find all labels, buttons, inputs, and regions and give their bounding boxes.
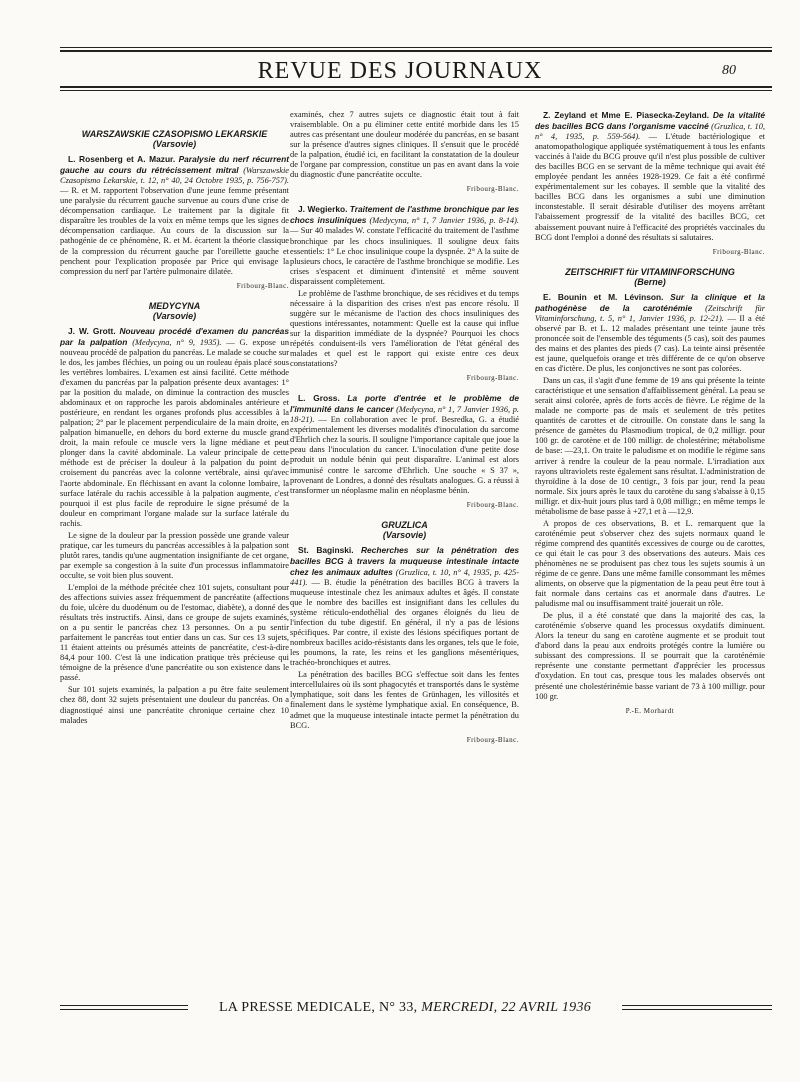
article-title: Traitement de l'asthme bronchique par les chocs insuliniques — [290, 204, 519, 226]
article-paragraph: examinés, chez 7 autres sujets ce diagnostic était tout à fait vraisemblable. On a pu éliminer cette entité morbide dans les 15 autres cas présentant une douleur modérée du pancréas, en se basant sur la présence d'autres signes cliniques. Il s'ensuit que le procédé de la palpation, étudié ici, en facilitant la constatation de la douleur de l'organe par compression, constitue un pas en avant dans la voie du diagnostic d'une pancréatite occulte. — [290, 110, 519, 180]
article-body: — G. expose un nouveau procédé de palpation du pancréas. Le malade se couche sur le dos, les jambes fléchies, un poing ou un rouleau épais placé sous les vertèbres lombaires. L'examen est ainsi facilité. Cette méthode d'examen du pancréas par la palpation présente deux avantages: 1° par la position du malade, on diminue la contraction des muscles abdominaux et on rapproche les parois abdominales antérieure et postérieure, en rendant les organes profonds plus accessibles à la palpation; 2° par le placement perpendiculaire de la main droite, en palpation bimanuelle, en dehors du bord externe du muscle grand droit, la main refoule ce muscle vers la ligne médiane et peut plonger dans la cavité abdominale. La valeur principale de cette méthode est de préciser la douleur à la palpation du point de croisement du pancréas avec la colonne vertébrale, ainsi qu'avec l'aorte abdominale. En fléchissant en avant la colonne lombaire, la surface latérale du rachis accessible à la palpation augmente, c'est pourquoi il est plus facile de reproduire le signe présumé de la douleur en comprimant l'organe malade sur la surface latérale du rachis. — [60, 337, 290, 528]
journal-title: WARSZAWSKIE CZASOPISMO LEKARSKIE — [81, 129, 268, 139]
signature: Fribourg-Blanc. — [236, 281, 289, 290]
article-paragraph: Dans un cas, il s'agit d'une femme de 19 ans qui présente la teinte caractéristique et une sensation d'affaiblissement général. La peau se serait ainsi colorée, après de forts accès de fièvre. Le régime de la malade ne comporte pas de maïs et seulement de très petites quantités de carottes et de citrouille. On constate dans le sang la présence de gamètes du Plasmodium tropical, de 0,2 milligr. pour 100 gr. de carotène et de 100 milligr. de cholestérine; métabolisme de base: —23,1. On traite le paludisme et on modifie le régime sans arriver à rendre la couleur de la peau normale. L'irradiation aux rayons ultraviolets reste également sans résultat. L'administration de thyroïdine à la dose de 10 centigr., 3 fois par jour, rend la peau normale. Six jours après le taux du carotène du sang s'abaisse à 0,15 milligr. et dix-huit jours plus tard à 0,08 milligr.; en même temps le métabolisme de base passe à +27,1 et à —12,9. — [535, 376, 765, 516]
article-paragraph: Le problème de l'asthme bronchique, de ses récidives et du temps nécessaire à la disparition des crises n'est pas encore résolu. Il suggère sur le mécanisme de l'action des chocs insuliniques des questions intéressantes, notamment: Quelle est la cause qui influe sur la disparition immédiate de la dyspnée? Pourquoi les chocs répétés conduisent-ils vers l'amélioration de l'état général des malades et quel est le rapport qui existe entre ces deux constatations? — [290, 288, 519, 369]
article-paragraph: De plus, il a été constaté que dans la majorité des cas, la caroténémie s'observe quand les processus oxydatifs diminuent. Alors la teneur du sang en carotène augmente et se produit tout d'abord dans la peau aux endroits protégés contre la lumière ou subissant des compressions. Il se pourrait que la caroténémie représente une constante permettant d'apprécier les processus d'oxydation. En tout cas, presque tous les malades observés ont présenté une cholestérinémie basse variant de 73 à 100 milligr. pour 100 gr. — [535, 611, 765, 701]
abstract-gross — [290, 393, 519, 495]
footer-line — [190, 1000, 620, 1016]
footer-rule-right-2 — [622, 1009, 772, 1010]
article-paragraph: La pénétration des bacilles BCG s'effectue soit dans les fentes intercellulaires où ils sont phagocytés et transportés dans le système lymphatique, soit dans les fentes de Grünhagen, les villosités et finalement dans le système lymphatique axial. En conséquence, B. admet que la muqueuse intestinale intacte permet la pénétration du BCG. — [290, 670, 519, 730]
article-title: De la vitalité des bacilles BCG dans l'organisme vacciné — [535, 110, 765, 132]
article-authors: St. Baginski. — [298, 544, 354, 555]
article-source: (Warszawskie Czasopismo Lekarskie, t. 12, n° 40, 24 Octobre 1935, p. 756-757). — [60, 166, 289, 186]
journal-city: (Varsovie) — [152, 310, 197, 321]
abstract-bounin — [535, 292, 765, 374]
article-body: — En collaboration avec le prof. Besredka, G. a étudié expérimentalement les diverses modalités d'inoculation du sarcome d'Ehrlich chez la souris. Il souligne l'importance capitale que joue la peau dans l'inoculation du cancer. L'inoculation d'une petite dose produit un nodule bénin qui peut disparaître. L'animal est alors immunisé contre le sarcome d'Ehrlich. Une souche « S 37 », provenant de Londres, a donné des résultats analogues. G. a réussi à transformer un néoplasme malin en néoplasme bénin. — [290, 415, 520, 495]
signature: P.-E. Morhardt — [625, 706, 675, 715]
footer-rule-right — [622, 1005, 772, 1006]
article-authors: J. W. Grott. — [68, 325, 116, 336]
article-authors: L. Gross. — [298, 393, 340, 404]
signature: Fribourg-Blanc. — [466, 185, 519, 194]
page-number: 80 — [722, 63, 736, 78]
journal-title: MEDYCYNA — [148, 300, 201, 311]
article-source: (Gruzlica, t. 10, n° 4, 1935, p. 559-564). — [535, 122, 766, 142]
article-authors: J. Wegierko. — [298, 204, 348, 215]
article-authors: Z. Zeyland et Mme E. Piasecka-Zeyland. — [543, 110, 710, 120]
abstract-zeyland — [535, 110, 765, 243]
column-2 — [290, 110, 519, 755]
header-rule-top-2 — [60, 50, 772, 52]
abstract-grott — [60, 326, 289, 529]
article-source: (Gruzlica, t. 10, n° 4, 1935, p. 425-441). — [290, 567, 519, 587]
article-source: (Medycyna, n° 9, 1935). — [132, 337, 222, 347]
header-rule-top — [60, 47, 772, 48]
journal-title: ZEITSCHRIFT für VITAMINFORSCHUNG — [565, 266, 735, 277]
signature: Fribourg-Blanc. — [466, 735, 519, 744]
article-title: Sur la clinique et la pathogénèse de la caroténémie — [535, 291, 766, 313]
article-title: Nouveau procédé d'examen du pancréas par la palpation — [60, 325, 289, 347]
header-rule-bottom-2 — [60, 90, 772, 91]
page-title: REVUE DES JOURNAUX — [257, 58, 543, 84]
footer-rule-left-2 — [60, 1009, 188, 1010]
article-body: — L'étude bactériologique et anatomopathologique appliquée systématiquement à tous les enfants vaccinés à l'aide du BCG prouve qu'il n'est plus possible de cultiver des bacilles BCG en se servant de la même technique qui avait été employée pendant les années 1928-1929. Ce fait a été confirmé expérimentalement sur les cobayes. Il semble que la vitalité des bacilles BCG dans les organismes a subi une diminution inconstestable. Il serait désirable d'utiliser des moyens arrêtant l'abaissement progressif de la vitalité des bacilles BCG, cet abaissement pouvant nuire à l'efficacité des propriétés vaccinales du BCG dont l'emploi a donné des résultats si salutaires. — [535, 132, 765, 242]
footer-date: MERCREDI, 22 AVRIL 1936 — [421, 1000, 592, 1015]
signature: Fribourg-Blanc. — [466, 500, 519, 509]
journal-city: (Varsovie) — [382, 529, 427, 540]
article-source: (Zeitschrift für Vitaminforschung, t. 5, n° 1, Janvier 1936, p. 12-21). — [535, 303, 765, 323]
journal-city: (Varsovie) — [152, 139, 197, 150]
footer-rule-left — [60, 1005, 188, 1006]
article-body: — Il a été observé par B. et L. 12 malades présentant une teinte jaune très prononcée soit de l'ensemble des téguments (5 cas), soit des paumes des mains et des plantes des pieds (7 cas). La teinte ainsi présentée est jaune, quelquefois orange et très différente de ce qu'on observe en cas d'ictère. De plus, les conjonctives ne sont pas colorées. — [535, 313, 765, 374]
abstract-rosenberg — [60, 154, 289, 277]
article-paragraph: A propos de ces observations, B. et L. remarquent que la caroténémie peut s'observer chez des sujets normaux quand le régime comprend des quantités excessives de courge ou de carottes, ce qui était le cas pour 3 des observations des auteurs. Mais ces phénomènes ne se produisent pas chez tous les sujets soumis à un régime de ce genre. Dans une même famille consommant les mêmes aliments, on observe que la pigmentation de la peau peut être tout à fait normale dans certains cas et anormale dans d'autres. Le paludisme mal ou insuffisamment traité jouerait un rôle. — [535, 518, 765, 609]
journal-city: (Berne) — [634, 276, 666, 287]
column-3 — [535, 110, 765, 726]
article-authors: E. Bounin et M. Lévinson. — [543, 291, 664, 302]
article-body: — Sur 40 malades W. constate l'efficacité du traitement de l'asthme bronchique par les chocs insuliniques. Il souligne deux faits essentiels: 1° Le choc insulinique coupe la dyspnée. 2° A la suite de plusieurs chocs, le caractère de l'asthme bronchique se modifie. Les crises s'espacent et diminuent d'intensité et même souvent disparaissent complètement. — [290, 226, 519, 286]
signature: Fribourg-Blanc. — [466, 374, 519, 383]
article-paragraph: L'emploi de la méthode précitée chez 101 sujets, consultant pour des affections suivies assez fréquemment de pancréatite (affections du foie, ulcère du duodénum ou de l'estomac, diabète), a donné des résultats très instructifs. Ainsi, dans ce groupe de sujets examinés, on a pu sentir le pancréas chez 13 personnes. On a pu sentir parfaitement le pancréas tout entier dans un cas. Sur ces 13 sujets, 11 étaient atteints ou présumés atteints de pancréatite, c'est-à-dire 84,4 pour 100. C'est là une indication pratique très précieuse qui témoigne de la présence d'une pancréatite ou son existence dans le passé. — [60, 582, 289, 683]
abstract-baginski — [290, 545, 519, 669]
signature: Fribourg-Blanc. — [712, 247, 765, 256]
article-title: Recherches sur la pénétration des bacilles BCG à travers la muqueuse intestinale intacte chez les animaux adultes — [290, 544, 520, 577]
article-title: Paralysie du nerf récurrent gauche au cours du rétrécissement mitral — [60, 154, 289, 176]
journal-title: GRUZLICA — [381, 519, 428, 530]
footer-publication: LA PRESSE MEDICALE, N° 33, — [218, 1000, 422, 1015]
article-body: — R. et M. rapportent l'observation d'une jeune femme présentant une paralysie du récurrent gauche survenue au cours d'une crise de décompensation cardiaque. Le traitement par la digitale fit disparaître les troubles de la voix en même temps que les signes de décompensation cardiaque. Au cours de la discussion sur la pathogénie de ce phénomène, R. et M. écartent la théorie classique de la compression du récurrent gauche par l'oreillette gauche et penchent pour l'explication proposée par Price qui envisage la compression du nerf par l'artère pulmonaire dilatée. — [60, 186, 289, 276]
article-body: — B. étudie la pénétration des bacilles BCG à travers la muqueuse intestinale chez les animaux adultes et âgés. Il constate que le nombre des bacilles est insignifiant dans les cellules du système réticulo-endothélial des organes éloignés du lieu de l'infection du tube digestif. En général, il n'y a pas de lésions spécifiques. Par contre, il existe des lésions spécifiques portant de nombreux bacilles acido-résistants dans les organes, tels que le foie, les poumons, la rate, les reins et les ganglions mésentériques, trachéo-bronchiques et autres. — [290, 577, 519, 668]
article-authors: L. Rosenberg et A. Mazur. — [68, 154, 176, 165]
article-paragraph: Le signe de la douleur par la pression possède une grande valeur pratique, car les tumeurs du pancréas accessibles à la palpation sont plutôt rares, tandis qu'une augmentation insignifiante de cet organe, par exemple sa congestion à la suite d'un processus inflammatoire occulte, se voit bien plus souvent. — [60, 530, 289, 580]
article-source: (Medycyna, n° 1, 7 Janvier 1936, p. 8-14). — [369, 216, 519, 226]
header-rule-bottom — [60, 86, 772, 88]
article-paragraph: Sur 101 sujets examinés, la palpation a pu être faite seulement chez 88, dont 32 sujets présentaient une douleur du pancréas. On a diagnostiqué ainsi une pancréatite chronique certaine chez 10 malades — [60, 685, 289, 725]
abstract-wegierko — [290, 204, 519, 286]
article-source: (Medycyna, n° 1, 7 Janvier 1936, p. 18-21). — [290, 405, 519, 425]
column-1 — [60, 123, 289, 728]
article-title: La porte d'entrée et le problème de l'immunité dans le cancer — [290, 393, 520, 415]
